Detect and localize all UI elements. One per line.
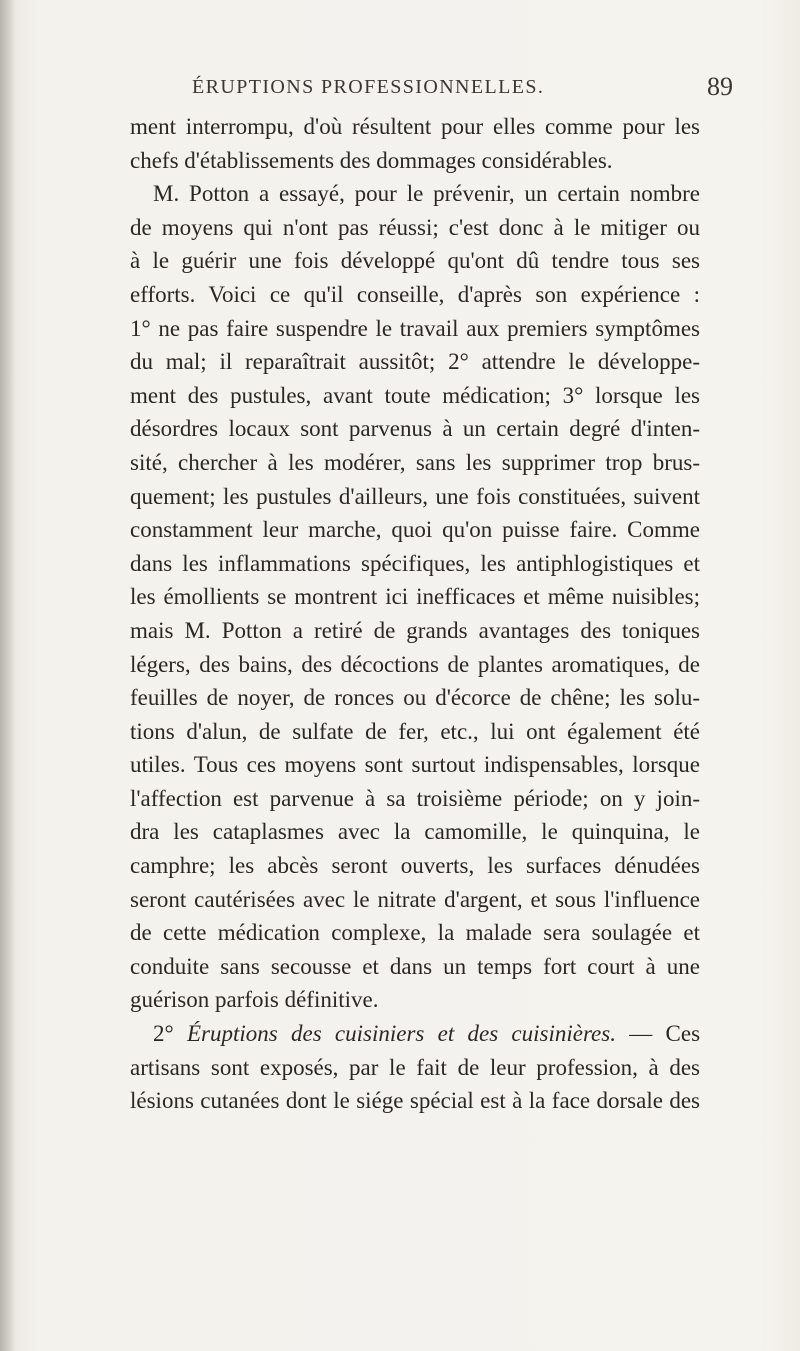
text-line: guérison parfois définitive. bbox=[130, 987, 379, 1013]
running-title: ÉRUPTIONS PROFESSIONNELLES. bbox=[192, 76, 545, 98]
text-line: sité, chercher à les modérer, sans les supprimer trop brus- bbox=[130, 449, 700, 475]
text-line: quement; les pustules d'ailleurs, une fois constituées, suivent bbox=[130, 483, 700, 509]
section-title: Éruptions des cuisiniers et des cuisinières. bbox=[186, 1021, 616, 1047]
binding-shadow bbox=[0, 0, 16, 1351]
text-line: seront cautérisées avec le nitrate d'argent, et sous l'influence bbox=[130, 886, 700, 912]
text-line: utiles. Tous ces moyens sont surtout indispensables, lorsque bbox=[130, 752, 700, 778]
text-line: camphre; les abcès seront ouverts, les surfaces dénudées bbox=[130, 853, 700, 879]
text-line: les émollients se montrent ici inefficaces et même nuisibles; bbox=[130, 584, 700, 610]
text-line: désordres locaux sont parvenus à un certain degré d'inten- bbox=[130, 416, 700, 442]
text-line: ment des pustules, avant toute médication; 3° lorsque les bbox=[130, 382, 700, 408]
text-line: mais M. Potton a retiré de grands avantages des toniques bbox=[130, 617, 700, 643]
text-line: chefs d'établissements des dommages considérables. bbox=[130, 147, 613, 173]
text-line: constamment leur marche, quoi qu'on puisse faire. Comme bbox=[130, 517, 700, 543]
text-line: à le guérir une fois développé qu'ont dû tendre tous ses bbox=[130, 248, 700, 274]
text-line: ment interrompu, d'où résultent pour elles comme pour les bbox=[130, 114, 700, 139]
text-line: de cette médication complexe, la malade sera soulagée et bbox=[130, 920, 700, 946]
text-line: efforts. Voici ce qu'il conseille, d'après son expérience : bbox=[130, 281, 700, 307]
text-line: artisans sont exposés, par le fait de leur profession, à des bbox=[130, 1054, 700, 1080]
text-line: légers, des bains, des décoctions de plantes aromatiques, de bbox=[130, 651, 700, 677]
section-dash: — bbox=[629, 1021, 653, 1047]
page-number: 89 bbox=[707, 72, 733, 101]
text-line: dans les inflammations spécifiques, les antiphlogistiques et bbox=[130, 550, 700, 576]
page-header bbox=[0, 72, 800, 110]
section-first-words: Ces bbox=[665, 1021, 701, 1047]
text-line: tions d'alun, de sulfate de fer, etc., lui ont également été bbox=[130, 718, 700, 744]
text-line: l'affection est parvenue à sa troisième période; on y join- bbox=[130, 785, 700, 811]
text-line: dra les cataplasmes avec la camomille, le quinquina, le bbox=[130, 819, 700, 845]
section-heading-line bbox=[130, 1017, 700, 1051]
text-line: 1° ne pas faire suspendre le travail aux premiers symptômes bbox=[130, 315, 700, 341]
text-line: lésions cutanées dont le siége spécial est à la face dorsale des bbox=[130, 1088, 700, 1114]
body-text bbox=[130, 110, 700, 1118]
text-line: feuilles de noyer, de ronces ou d'écorce de chêne; les solu- bbox=[130, 685, 700, 711]
section-number: 2° bbox=[153, 1021, 174, 1047]
text-line: M. Potton a essayé, pour le prévenir, un certain nombre bbox=[153, 181, 700, 207]
text-line: du mal; il reparaîtrait aussitôt; 2° attendre le développe- bbox=[130, 349, 700, 375]
text-line: conduite sans secousse et dans un temps fort court à une bbox=[130, 953, 700, 979]
text-line: de moyens qui n'ont pas réussi; c'est donc à le mitiger ou bbox=[130, 214, 700, 240]
